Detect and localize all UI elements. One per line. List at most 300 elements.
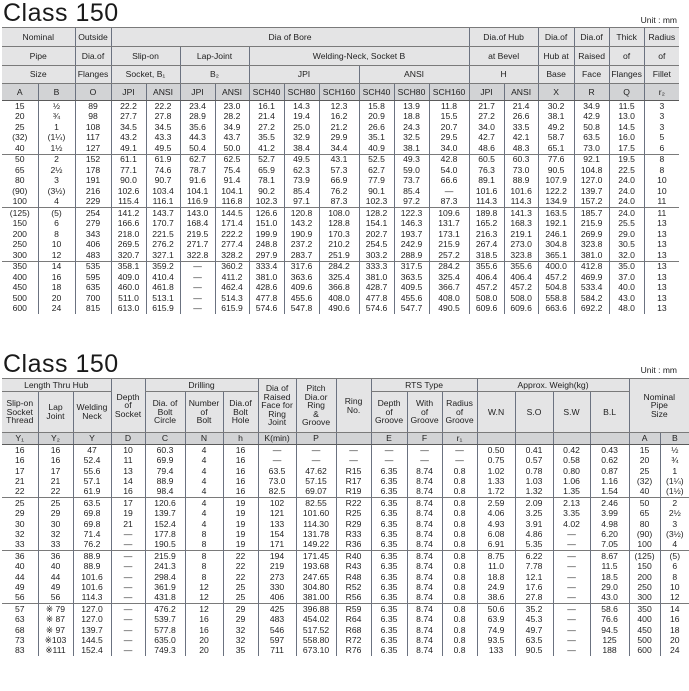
table-cell: 30.5 [609,240,644,251]
table-cell: 11.0 [477,561,515,571]
table-cell: (3½) [660,529,689,539]
table-cell: 8.67 [590,550,629,561]
table-cell: 177.8 [145,529,185,539]
table-cell: 22.5 [609,165,644,176]
t1-code: ANSI [215,84,249,101]
table-cell: 547.8 [284,304,319,315]
t1-header-thick-line1: Thick [609,28,644,47]
table-cell: 222.2 [215,229,249,240]
table-cell: 318.5 [469,250,504,261]
t2-h-text: Welding [76,402,108,413]
t1-header-hub-bevel-line1: Dia.of Hub [469,28,538,47]
table-cell: 16 [223,487,258,498]
table-cell: 8.75 [477,550,515,561]
table-cell: 1 [660,466,689,476]
table-cell: 8.74 [407,540,442,551]
table-cell: 327.1 [146,250,180,261]
table-cell: 323.8 [504,250,538,261]
table-cell: 49.2 [538,122,574,133]
table-cell: 193.68 [296,561,336,571]
table-cell: 0.8 [442,508,477,518]
table-cell: 219 [258,561,296,571]
t2-h-text: Dia.of [229,398,252,409]
t1-header-dia-of-bore: Dia of Bore [111,28,469,47]
table-cell: R76 [336,645,371,655]
table-cell: 122.3 [394,208,429,219]
table-cell: 19.4 [284,112,319,123]
table-cell: 49.5 [146,143,180,154]
table-cell: 192.1 [538,219,574,230]
table-cell: 74.9 [477,625,515,635]
table-cell: 254 [75,208,111,219]
table-cell: 52.4 [73,455,111,465]
table-cell: 406 [75,240,111,251]
table-cell: 93.5 [477,635,515,645]
table-cell: R15 [336,466,371,476]
table-cell: 219.5 [180,229,215,240]
table-cell: 40 [629,487,660,498]
t2-h-text: Socket [114,408,142,419]
t1-code: SCH40 [359,84,394,101]
table-cell: 547.7 [394,304,429,315]
table-cell: 131.7 [429,219,469,230]
table-cell: 144.5 [73,635,111,645]
table-cell: 3.91 [515,519,553,529]
table-cell: 60.5 [469,154,504,165]
table-cell: 711 [258,645,296,655]
t2-header-rts-type: RTS Type [371,379,477,392]
table-cell: — [371,455,407,465]
table-cell: 4 [185,476,223,486]
table-cell: 13 [644,293,679,304]
table-cell: — [371,445,407,456]
table-cell: 143.7 [146,208,180,219]
table-cell: 38.6 [477,592,515,603]
table-cell: 150 [12,218,27,229]
table-cell: 462.4 [215,283,249,294]
table-cell: 320.7 [111,250,146,261]
t1-header-hub-bevel-line3: H [469,66,538,84]
table-cell: 10 [38,240,75,251]
table-cell: 1 [38,122,75,133]
table-cell: 45.3 [515,614,553,624]
table-row [2,143,679,154]
table-cell: 88.9 [504,176,538,187]
table-cell: 10 [660,582,689,592]
table-cell: 22.2 [146,101,180,112]
table-cell: 89 [75,101,111,112]
table-cell: 406 [258,592,296,603]
table-cell: 69.8 [73,519,111,529]
table-cell: 490.5 [429,304,469,315]
table-cell: 13.9 [394,101,429,112]
table-cell: 16 [38,272,75,283]
table-cell: 546 [258,625,296,635]
table-cell: 325.4 [429,272,469,283]
table-cell: 23.0 [215,101,249,112]
table-cell: 19 [223,529,258,539]
table-cell: 6.22 [515,550,553,561]
table-cell: 43.3 [146,133,180,144]
table-cell: 7.78 [515,561,553,571]
table-cell: 469.9 [574,272,609,283]
table-cell: — [553,645,590,655]
table-cell: 56 [38,592,73,603]
table-cell: 4 [185,445,223,456]
table-cell: 0.8 [442,561,477,571]
t2-code: r₁ [442,433,477,445]
table-cell: 4.98 [590,519,629,529]
table-cell: 101.6 [504,186,538,197]
table-row [2,645,689,655]
table-cell: 43.0 [590,592,629,603]
table-cell: 82.5 [258,487,296,498]
table2-unit: Unit : mm [640,365,677,375]
table-cell: 215.9 [145,550,185,561]
table-cell: 63.5 [258,466,296,476]
table-cell: 0.62 [590,455,629,465]
table-cell: ※103 [38,635,73,645]
table-cell: 16 [223,466,258,476]
table-cell: 4.86 [515,529,553,539]
t1-header-outside-line2: Dia.of [75,47,111,66]
t2-header-welding-neck [73,392,111,433]
table-cell: 12.1 [515,572,553,582]
table-cell: — [553,550,590,561]
table-cell: 30 [14,518,25,529]
table-cell: 40.0 [609,283,644,294]
table-cell: 597 [258,635,296,645]
table-cell: 19 [223,508,258,518]
table-cell: 333.3 [359,261,394,272]
table-cell: 22 [38,487,73,498]
table-cell: 20.9 [359,112,394,123]
t2-code: P [296,433,336,445]
table-cell: 250 [12,239,27,250]
table-cell: 12 [185,592,223,603]
table-row [2,614,689,624]
table-cell: 61.1 [111,154,146,165]
table-cell: 102.3 [359,197,394,208]
table-cell: 13 [644,304,679,315]
table-cell: 1.32 [515,487,553,498]
table-cell: 3.99 [590,508,629,518]
t2-h-text: Groove [410,415,439,426]
table-cell: 16.2 [319,112,359,123]
table-cell: 65 [629,508,660,518]
t2-h-text: Ring [307,400,325,411]
t1-header-welding-neck: Welding-Neck, Socket B [249,47,469,66]
table-cell: 30.2 [538,101,574,112]
table-cell: 61.9 [73,487,111,498]
table-cell: 4 [185,508,223,518]
table-cell: 511.0 [111,293,146,304]
table-cell: 248.8 [249,240,284,251]
table-row [2,176,679,187]
t2-header-nominal [629,379,689,433]
table-cell: 133 [258,519,296,529]
table-cell: 68 [14,624,25,635]
table-row [2,283,679,294]
t1-code: r₂ [644,84,679,101]
table-cell: 574.6 [249,304,284,315]
table-cell: 32 [38,529,73,539]
table-cell: 43.1 [319,154,359,165]
table-cell: 1.33 [477,476,515,486]
t1-header-raised-line1: Dia.of [574,28,609,47]
table-cell: 428.7 [359,283,394,294]
table-cell: 200 [629,572,660,582]
table-cell: 21 [111,519,145,529]
table-cell: 49.3 [394,154,429,165]
table-cell: 25 [2,497,38,508]
t2-code: Y₂ [38,433,73,445]
table-cell: 363.5 [394,272,429,283]
table-cell: 69.07 [296,487,336,498]
table-cell: 25.0 [284,122,319,133]
table-cell: 13 [111,466,145,476]
table-cell: 0.8 [442,497,477,508]
table-cell: 8.74 [407,466,442,476]
table-cell: 304.8 [538,240,574,251]
table-cell: 350 [629,603,660,614]
table-row [2,508,689,518]
table-cell: 406.4 [469,272,504,283]
t2-h-text: Groove [445,415,474,426]
table-cell: 6.35 [371,550,407,561]
table-cell: 13 [644,229,679,240]
table-cell: 457.2 [504,283,538,294]
table-cell: 76.3 [469,165,504,176]
table-cell: 400 [629,614,660,624]
table-cell: 11.5 [590,561,629,571]
table-cell: 535 [75,261,111,272]
table-cell: 6.35 [371,625,407,635]
table-cell: 34.9 [215,122,249,133]
table-cell: 0.43 [590,445,629,456]
table-cell: 13 [644,272,679,283]
table-cell: 25 [223,582,258,592]
table-cell: 69.9 [145,455,185,465]
table-cell: 83 [14,645,25,656]
table-cell: 431.8 [145,592,185,603]
table-cell: 6.35 [371,476,407,486]
t2-code [336,433,371,445]
table-cell: 126.6 [249,208,284,219]
table-cell: — [180,304,215,315]
t1-code: SCH80 [284,84,319,101]
table-cell: 455.6 [284,293,319,304]
table-cell: 88.9 [145,476,185,486]
table-cell: 692.2 [574,304,609,315]
table-cell: — [180,272,215,283]
table-row [2,186,679,197]
table-cell: 21.2 [319,122,359,133]
table-cell: (125) [2,208,38,219]
table-cell: 277.4 [215,240,249,251]
table-cell: 366.7 [429,283,469,294]
table1-dimensions [2,27,679,314]
table-cell: 8.74 [407,572,442,582]
table-cell: 16 [2,445,38,456]
table-cell: 2.09 [515,497,553,508]
table-cell: R64 [336,614,371,624]
table-cell: 0.8 [442,476,477,486]
table-cell: (3½) [38,186,75,197]
table-cell: 36 [2,550,38,561]
t2-h-text: Depth [377,398,401,409]
table-cell: 284.2 [319,261,359,272]
table-cell: 17.6 [515,582,553,592]
table-cell: 16.0 [609,133,644,144]
t2-code: F [407,433,442,445]
table-cell: 73.0 [504,165,538,176]
table-cell: 477.8 [249,293,284,304]
table-cell: 73.9 [284,176,319,187]
table-cell: (32) [629,476,660,486]
table-cell: 317.5 [394,261,429,272]
table-cell: 92.1 [574,154,609,165]
table-cell: 11 [644,208,679,219]
table-cell: 19.5 [609,154,644,165]
table-cell: 6 [644,143,679,154]
table-cell: 455.6 [394,293,429,304]
table-cell: 188 [590,645,629,655]
table-cell: 141.3 [504,208,538,219]
table-cell: 221.5 [146,229,180,240]
table-cell: 26.6 [359,122,394,133]
table-cell: R25 [336,508,371,518]
table-row [2,272,679,283]
table-cell: R36 [336,540,371,551]
t1-code: SCH160 [429,84,469,101]
table-cell: 25.5 [609,219,644,230]
t2-header-bl: B.L [590,392,629,433]
table-cell: 17 [111,497,145,508]
table-cell: 18.8 [477,572,515,582]
table-cell: ※ 79 [38,603,73,614]
t1-header-slip-on: Slip-on [111,47,180,66]
table-cell: ¾ [38,112,75,123]
table-cell: 3.25 [515,508,553,518]
table-cell: 0.87 [590,466,629,476]
table-cell: 276.2 [146,240,180,251]
table-cell: 539.7 [145,614,185,624]
table-cell: 108.0 [319,208,359,219]
table-cell: 21.4 [504,101,538,112]
table-cell: 22 [14,486,25,497]
table-cell: 77.6 [538,154,574,165]
table-cell: 269.5 [111,240,146,251]
table-cell: 127 [75,143,111,154]
table-cell: 6.35 [371,572,407,582]
t2-h-text: Lap [48,402,63,413]
t1-header-thick-line3: Flanges [609,66,644,84]
table-cell: 117 [75,133,111,144]
t2-header-bolt-circle [145,392,185,433]
table-cell: 6.35 [371,603,407,614]
table-cell: 600 [629,645,660,655]
table-cell: 100 [12,196,27,207]
table-cell: 304.80 [296,582,336,592]
table-cell: 12.3 [319,101,359,112]
table-cell: 358.1 [111,261,146,272]
table-cell: 166.6 [111,219,146,230]
table-cell: 108 [75,122,111,133]
table-cell: 43.7 [215,133,249,144]
table-cell: 73.7 [394,176,429,187]
t1-code: ANSI [146,84,180,101]
table-cell: 333.4 [249,261,284,272]
table-cell: 4 [185,466,223,476]
table-cell: 0.42 [553,445,590,456]
table-cell: 3.35 [553,508,590,518]
table-cell: 73 [14,634,25,645]
table-cell: 24.0 [609,186,644,197]
t2-h-text: Ring [268,408,286,419]
table-cell: 34.5 [111,122,146,133]
table-cell: 20 [185,645,223,655]
table-cell: 504.8 [538,283,574,294]
table-cell: 8 [660,572,689,582]
table-cell: R72 [336,635,371,645]
table-cell: 21.7 [469,101,504,112]
t1-header-nominal-line3: Size [2,66,75,84]
table-cell: 251.9 [319,250,359,261]
table-row [2,112,679,123]
table-row [2,293,679,304]
table-cell: 1½ [38,143,75,154]
t2-code-row [2,433,689,445]
table-cell: — [553,592,590,603]
t2-h-text: of [420,406,429,417]
table-cell: 8 [185,540,223,551]
table-row [2,122,679,133]
table-cell: 7.05 [590,540,629,551]
table-cell: 75.4 [215,165,249,176]
table-cell: 50 [2,154,38,165]
table-cell: 215.9 [574,219,609,230]
table-cell: 13 [644,261,679,272]
table-cell: 47.62 [296,466,336,476]
table-cell: 577.8 [145,625,185,635]
table-cell: 20.7 [429,122,469,133]
table-cell: 20 [38,293,75,304]
table-cell: 0.8 [442,466,477,476]
table-cell: 381.00 [296,592,336,603]
table-cell: 76.6 [590,614,629,624]
table-cell: 2.13 [553,497,590,508]
table-cell: 359.2 [146,261,180,272]
t2-h-text: Nominal [643,391,676,402]
table-cell: 171.4 [215,219,249,230]
table-cell: 355.6 [504,261,538,272]
table-cell: 60.3 [145,445,185,456]
table-cell: 6.20 [590,529,629,539]
table-cell: 6.35 [371,635,407,645]
t2-h-text: Depth [116,391,140,402]
t2-code: Y₁ [2,433,38,445]
table-cell: 154.1 [359,219,394,230]
table-row [2,165,679,176]
table-cell: 139.7 [145,508,185,518]
table-cell: 0.78 [515,466,553,476]
table-cell: 55.6 [73,466,111,476]
table-cell: 4.93 [477,519,515,529]
t2-h-text: Groove [374,415,404,426]
t2-header-drilling: Drilling [145,379,258,392]
table-cell: 120.6 [145,497,185,508]
